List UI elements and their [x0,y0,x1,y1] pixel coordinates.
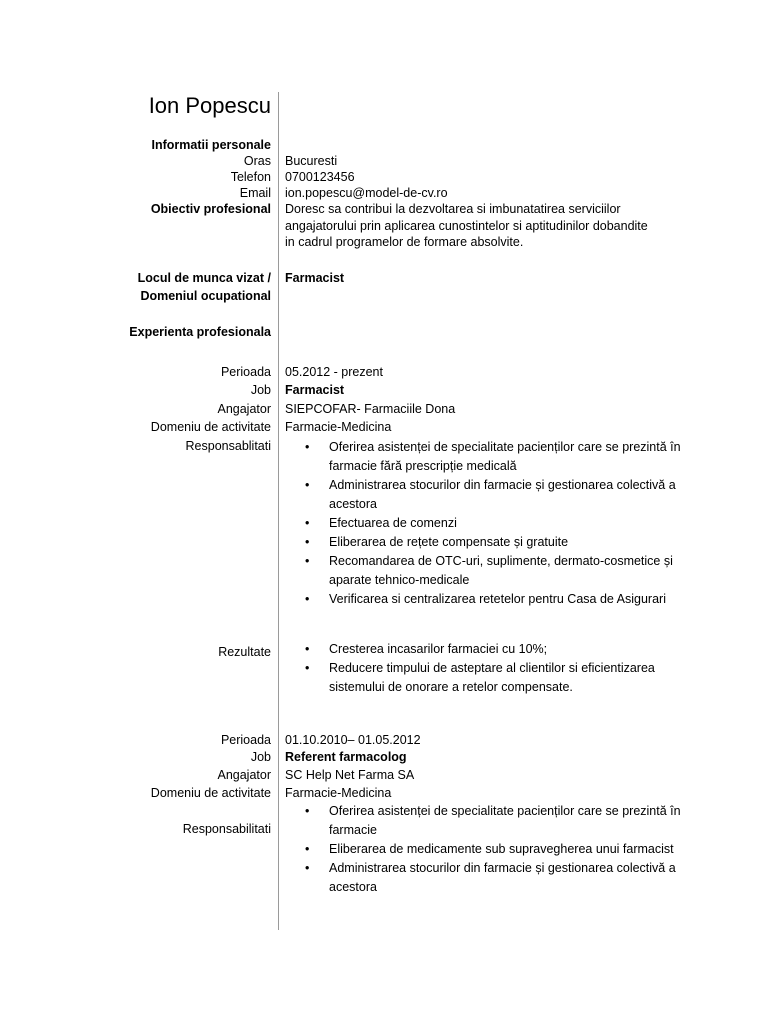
job1-employer: SIEPCOFAR- Farmaciile Dona [285,402,456,416]
job1-employer-label: Angajator [217,402,271,416]
list-item: • Oferirea asistenței de specialitate pacienților care se prezintă în farmacie [329,802,699,840]
target-job-label-2: Domeniul ocupational [140,289,271,303]
experience-heading: Experienta profesionala [129,325,271,339]
job2-domain-label: Domeniu de activitate [150,786,271,800]
job1-period-label: Perioada [220,365,271,379]
job2-resp-list [285,802,699,897]
list-item: • Eliberarea de rețete compensate și gratuite [329,533,699,552]
objective-label: Obiectiv profesional [150,202,271,216]
list-item: • Cresterea incasarilor farmaciei cu 10%; [329,640,699,659]
email-value: ion.popescu@model-de-cv.ro [285,186,448,200]
list-item: • Eliberarea de medicamente sub supravegherea unui farmacist [329,840,699,859]
target-job-label-1: Locul de munca vizat / [137,271,271,285]
phone-label: Telefon [230,170,271,184]
job1-resp-label: Responsablitati [185,439,271,453]
phone-value: 0700123456 [285,170,355,184]
job1-results-label: Rezultate [218,645,271,659]
target-job-value: Farmacist [285,271,345,285]
job2-domain: Farmacie-Medicina [285,786,392,800]
list-item: • Recomandarea de OTC-uri, suplimente, dermato-cosmetice și aparate tehnico-medicale [329,552,699,590]
job1-resp-list [285,438,699,609]
list-item: • Efectuarea de comenzi [329,514,699,533]
job2-resp-label: Responsabilitati [182,822,271,836]
list-item: • Reducere timpului de asteptare al clientilor si eficientizarea sistemului de onorare a retelor compensate. [329,659,699,697]
email-label: Email [239,186,271,200]
job2-employer-label: Angajator [217,768,271,782]
job1-job-label: Job [250,383,271,397]
city-label: Oras [243,154,271,168]
job2-period: 01.10.2010– 01.05.2012 [285,733,421,747]
job1-results-list [285,640,699,697]
objective-text: Doresc sa contribui la dezvoltarea si imbunatatirea serviciilor angajatorului prin aplicarea cunostintelor si aptitudinilor dobandite in cadrul programelor de formare absolvite. [285,202,648,249]
list-item: • Oferirea asistenței de specialitate pacienților care se prezintă în farmacie fără prescripție medicală [329,438,699,476]
job2-job-label: Job [250,750,271,764]
list-item: • Administrarea stocurilor din farmacie și gestionarea colectivă a acestora [329,476,699,514]
job2-employer: SC Help Net Farma SA [285,768,415,782]
job1-domain: Farmacie-Medicina [285,420,392,434]
column-divider [278,92,279,930]
personal-info-heading: Informatii personale [151,138,271,152]
list-item: • Administrarea stocurilor din farmacie și gestionarea colectivă a acestora [329,859,699,897]
city-value: Bucuresti [285,154,338,168]
job2-period-label: Perioada [220,733,271,747]
cv-name: Ion Popescu [148,93,271,118]
job2-title: Referent farmacolog [285,750,407,764]
job1-title: Farmacist [285,383,345,397]
list-item: • Verificarea si centralizarea retetelor pentru Casa de Asigurari [329,590,699,609]
job1-period: 05.2012 - prezent [285,365,383,379]
job1-domain-label: Domeniu de activitate [150,420,271,434]
